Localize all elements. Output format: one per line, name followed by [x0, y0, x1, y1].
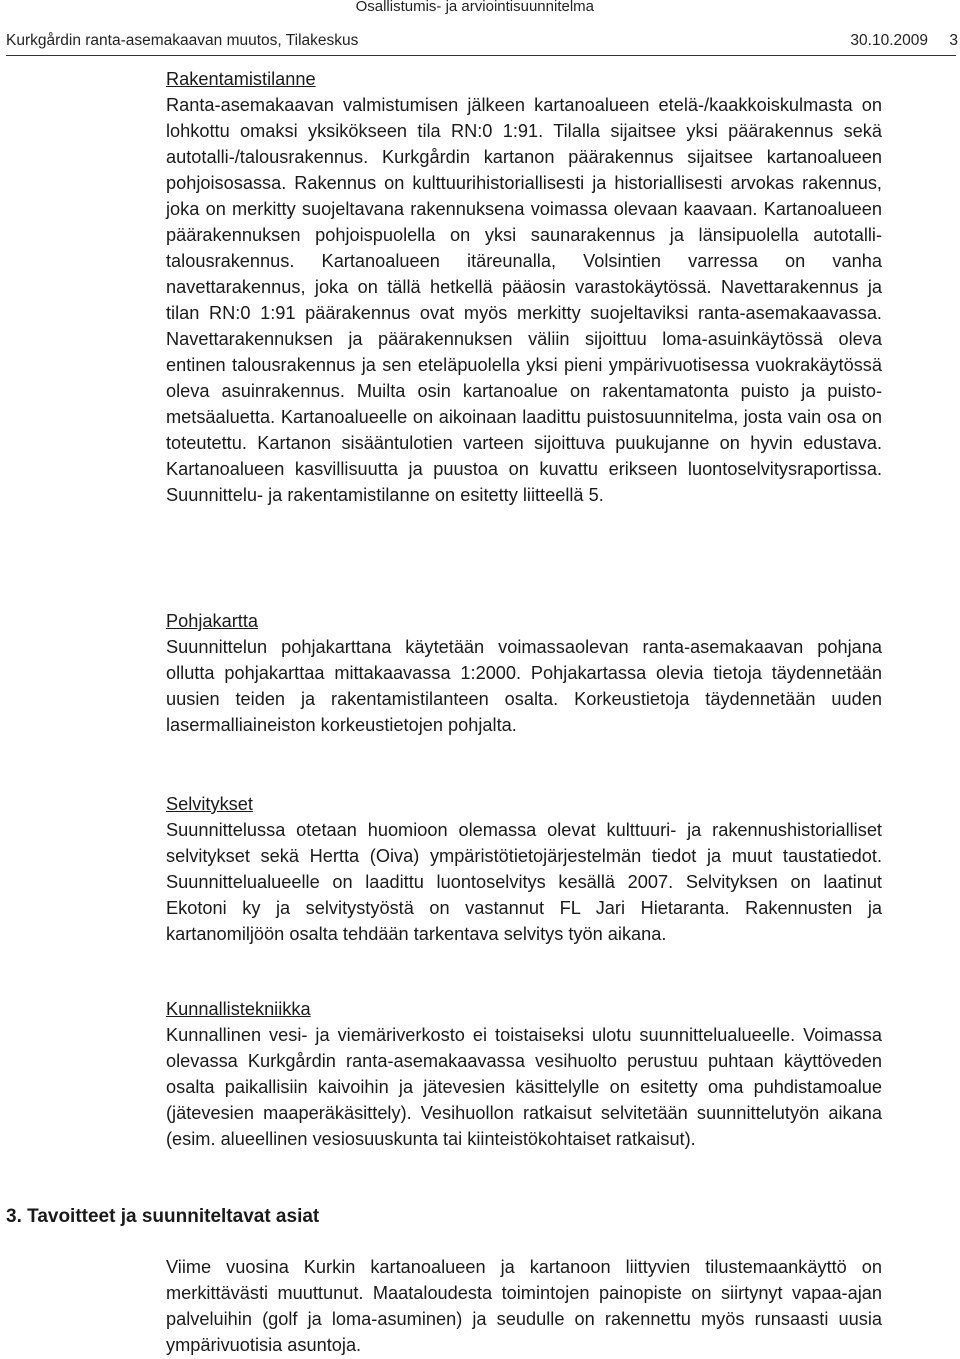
header-divider: [6, 55, 956, 56]
section-heading: Rakentamistilanne: [166, 69, 316, 89]
page-number: 3: [949, 32, 958, 49]
chapter-intro: [166, 1254, 882, 1358]
section-text: Kunnallinen vesi- ja viemäriverkosto ei toistaiseksi ulotu suunnittelualueelle. Voimassa olevassa Kurkgårdin ranta-asemakaavassa vesihuolto perustuu puhtaan käyttöveden osalta paikallisiin kaivoihin ja jätevesien käsittelylle on esitetty oma puhdistamoalue (jätevesien maaperäkäsittely). Vesihuollon ratkaisut selvitetään suunnittelutyön aikana (esim. alueellinen vesiosuuskunta tai kiinteistökohtaiset ratkaisut).: [166, 1025, 882, 1149]
chapter-text: Viime vuosina Kurkin kartanoalueen ja kartanoon liittyvien tilustemaankäyttö on merkittävästi muuttunut. Maataloudesta toimintojen painopiste on siirtynyt vapaa-ajan palveluihin (golf ja loma-asuminen) ja seudulle on rakennettu myös runsaasti uusia ympärivuotisia asuntoja.: [166, 1257, 882, 1355]
header-label: Osallistumis- ja arviointisuunnitelma: [355, 0, 594, 15]
section-kunnallistekniikka: [166, 996, 882, 1152]
chapter-heading: 3. Tavoitteet ja suunniteltavat asiat: [6, 1206, 320, 1227]
section-rakentamistilanne: [166, 66, 882, 508]
document-title: Kurkgårdin ranta-asemakaavan muutos, Tilakeskus: [6, 32, 359, 49]
section-heading: Kunnallistekniikka: [166, 999, 311, 1019]
section-heading: Selvitykset: [166, 794, 253, 814]
document-date: 30.10.2009: [850, 32, 928, 49]
header-label-area: [0, 0, 960, 20]
section-text: Suunnittelun pohjakarttana käytetään voimassaolevan ranta-asemakaavan pohjana ollutta pohjakarttaa mittakaavassa 1:2000. Pohjakartassa olevia tietoja täydennetään uusien teiden ja rakentamistilanteen osalta. Korkeustietoja täydennetään uuden lasermalliaineiston korkeustietojen pohjalta.: [166, 637, 882, 735]
section-heading: Pohjakartta: [166, 611, 259, 631]
section-text: Suunnittelussa otetaan huomioon olemassa olevat kulttuuri- ja rakennushistorialliset selvitykset sekä Hertta (Oiva) ympäristötietojärjestelmän tiedot ja muut taustatiedot. Suunnittelualueelle on laadittu luontoselvitys kesällä 2007. Selvityksen on laatinut Ekotoni ky ja selvitystyöstä on vastannut FL Jari Hietaranta. Rakennusten ja kartanomiljöön osalta tehdään tarkentava selvitys työn aikana.: [166, 820, 882, 944]
section-text: Ranta-asemakaavan valmistumisen jälkeen kartanoalueen etelä-/kaakkoiskulmasta on lohkottu omaksi yksikökseen tila RN:0 1:91. Tilalla sijaitsee yksi päärakennus sekä autotalli-/talousrakennus. Kurkgårdin kartanon päärakennus sijaitsee kartanoalueen pohjoisosassa. Rakennus on kulttuurihistoriallisesti ja historiallisesti arvokas rakennus, joka on merkitty suojeltavana rakennuksena voimassa olevaan kaavaan. Kartanoalueen päärakennuksen pohjoispuolella on yksi saunarakennus ja länsipuolella autotalli-talousrakennus. Kartanoalueen itäreunalla, Volsintien varressa on vanha navettarakennus, joka on tällä hetkellä pääosin varastokäytössä. Navettarakennus ja tilan RN:0 1:91 päärakennus ovat myös merkitty suojeltaviksi ranta-asemakaavassa. Navettarakennuksen ja päärakennuksen väliin sijoittuu loma-asuinkäytössä oleva entinen talousrakennus ja sen eteläpuolella yksi pieni ympärivuotisessa vuokrakäytössä oleva asuinrakennus. Muilta osin kartanoalue on rakentamatonta puisto ja puisto-metsäaluetta. Kartanoalueelle on aikoinaan laadittu puistosuunnitelma, josta vain osa on toteutettu. Kartanon sisääntulotien varteen sijoittuva puukujanne on hyvin edustava. Kartanoalueen kasvillisuutta ja puustoa on kuvattu erikseen luontoselvitysraportissa. Suunnittelu- ja rakentamistilanne on esitetty liitteellä 5.: [166, 95, 882, 505]
page-header: [6, 30, 958, 56]
section-pohjakartta: [166, 608, 882, 738]
section-selvitykset: [166, 791, 882, 947]
